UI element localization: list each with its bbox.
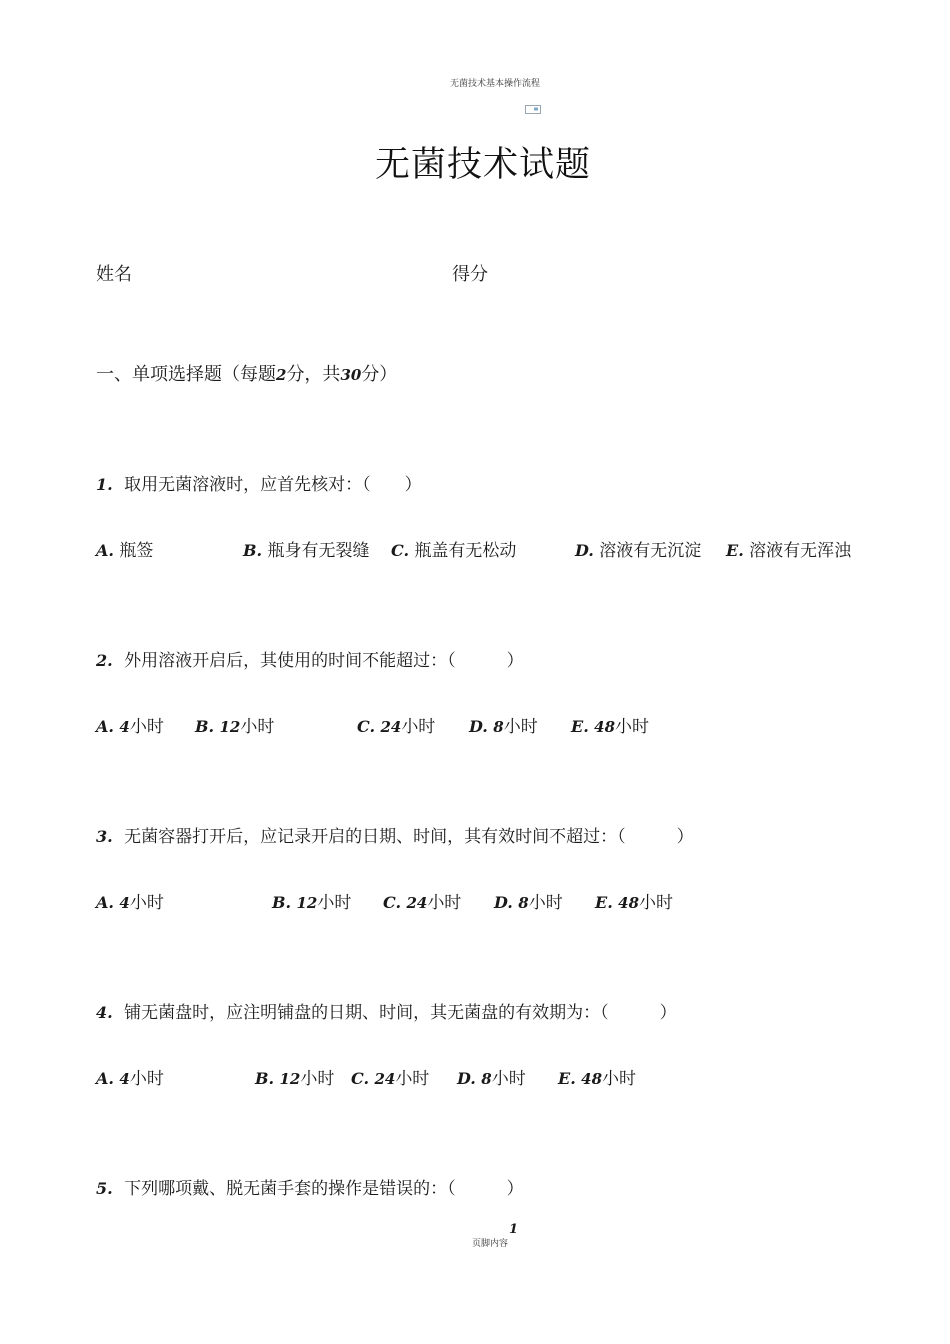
q1-option-c: C. 瓶盖有无松动	[391, 541, 517, 561]
q2-option-d: D. 8小时	[469, 717, 538, 737]
points-each: 2	[276, 366, 287, 384]
points-total: 30	[340, 366, 362, 384]
q3-option-c: C. 24小时	[383, 893, 462, 913]
page-footer: 页脚内容	[471, 1239, 508, 1249]
q4-option-e: E. 48小时	[558, 1069, 637, 1089]
q1-option-d: D. 溶液有无沉淀	[575, 541, 702, 561]
q3-option-a: A. 4小时	[96, 893, 164, 913]
q1-option-a: A. 瓶签	[96, 541, 154, 561]
q2-option-c: C. 24小时	[357, 717, 436, 737]
question-text: 无菌容器打开后，应记录开启的日期、时间，其有效时间不超过：（ ）	[124, 827, 694, 847]
q4-option-c: C. 24小时	[351, 1069, 430, 1089]
section-heading-prefix: 一、单项选择题（每题	[96, 364, 276, 385]
question-text: 外用溶液开启后，其使用的时间不能超过：（ ）	[124, 651, 524, 671]
question-text: 取用无菌溶液时，应首先核对：（ ）	[124, 475, 422, 495]
q3-option-e: E. 48小时	[595, 893, 674, 913]
question-number: 2.	[96, 651, 113, 670]
name-field-label: 姓名	[96, 264, 132, 285]
score-field-label: 得分	[452, 264, 488, 285]
question-4	[96, 998, 677, 1023]
question-1	[96, 470, 422, 495]
q3-option-b: B. 12小时	[272, 893, 352, 913]
question-number: 4.	[96, 1003, 113, 1022]
document-title: 无菌技术试题	[374, 145, 591, 185]
question-text: 铺无菌盘时，应注明铺盘的日期、时间，其无菌盘的有效期为：（ ）	[124, 1003, 677, 1023]
question-number: 3.	[96, 827, 113, 846]
question-2	[96, 646, 524, 671]
q3-option-d: D. 8小时	[494, 893, 563, 913]
section-heading-suffix: 分）	[361, 364, 398, 385]
question-5	[96, 1174, 524, 1199]
document-logo-icon	[525, 105, 541, 114]
running-header: 无菌技术基本操作流程	[449, 79, 540, 89]
question-number: 5.	[96, 1179, 113, 1198]
question-3	[96, 822, 694, 847]
question-text: 下列哪项戴、脱无菌手套的操作是错误的：（ ）	[124, 1179, 524, 1199]
question-number: 1.	[96, 475, 113, 494]
section-heading-mid: 分，共	[286, 364, 341, 385]
q1-option-b: B. 瓶身有无裂缝	[243, 541, 370, 561]
q2-option-e: E. 48小时	[571, 717, 650, 737]
q2-option-a: A. 4小时	[96, 717, 164, 737]
section-heading	[96, 360, 397, 386]
page-number: 1	[509, 1222, 519, 1237]
q4-option-a: A. 4小时	[96, 1069, 164, 1089]
q4-option-d: D. 8小时	[457, 1069, 526, 1089]
q1-option-e: E. 溶液有无浑浊	[726, 541, 852, 561]
q4-option-b: B. 12小时	[255, 1069, 335, 1089]
q2-option-b: B. 12小时	[195, 717, 275, 737]
